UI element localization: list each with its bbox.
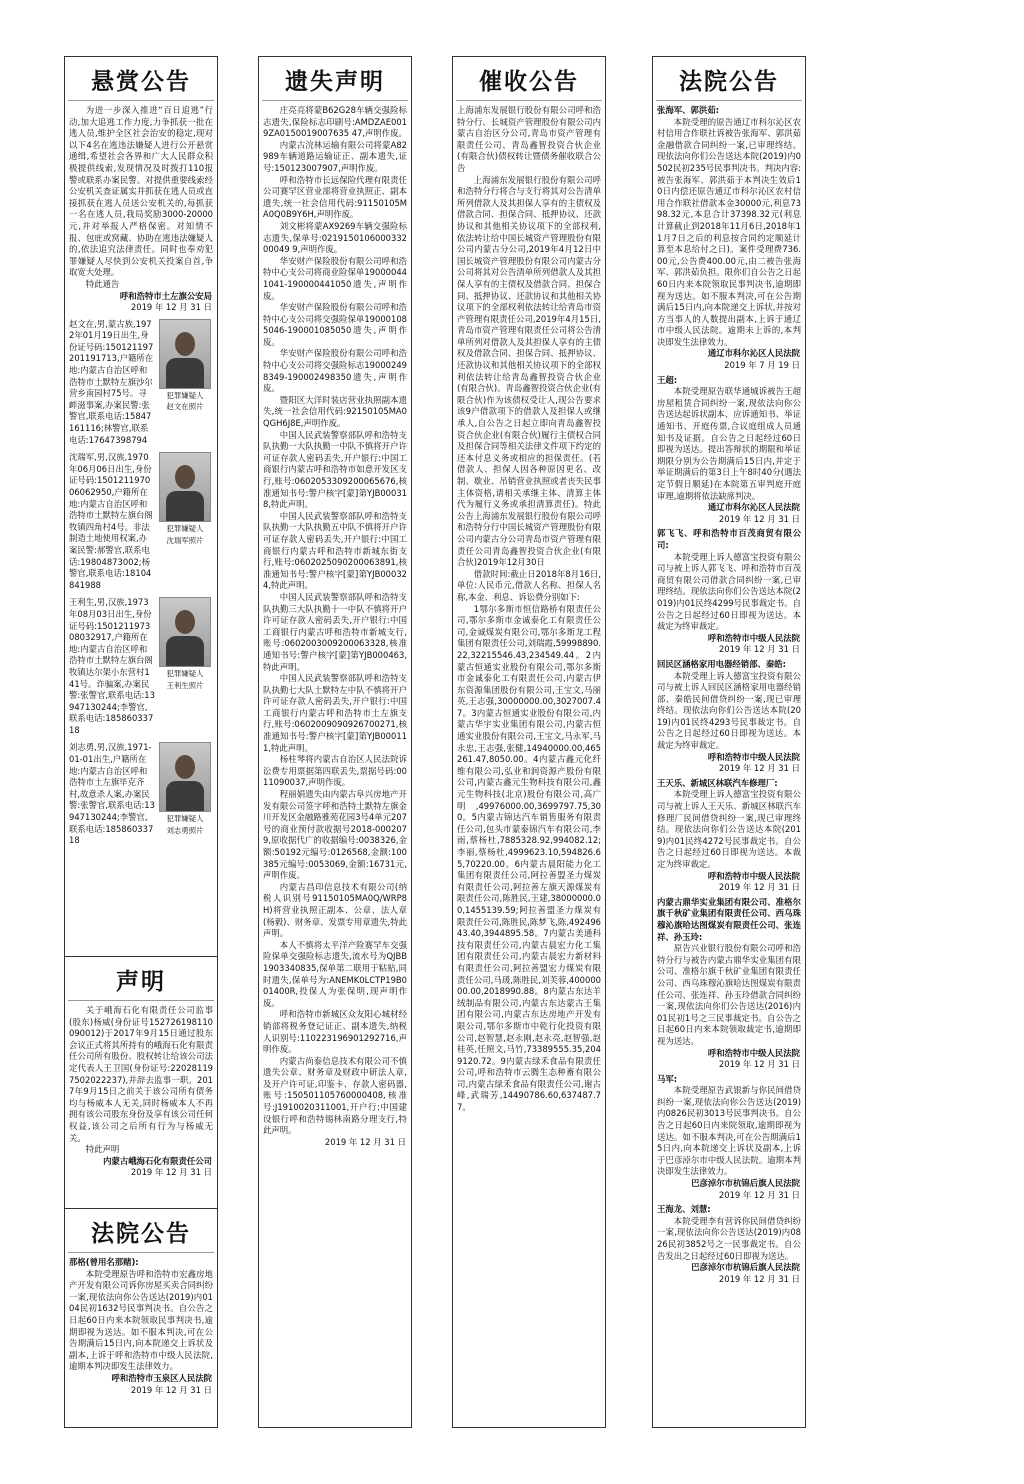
court-notice-signer: 呼和浩特市玉泉区人民法院 xyxy=(111,1372,212,1383)
court-notice-addressee: 王海龙、刘慧: xyxy=(657,1204,711,1215)
court-notice-item xyxy=(653,1204,805,1262)
court-notice-body: 本院受理的原告通辽市科尔沁区农村信用合作联社诉被告张海军、郭洪茹金融借款合同纠纷一案,已审理终结。现依法向你们公告送达本院(2019)内0502民初235号民事判决书。判决内容:被告张海军、郭洪茹于本判决生效后10日内偿还原告通辽市科尔沁区农村信用合作联社借款本金30000元,利息7398.32元,本息合计37398.32元(利息计算截止到2018年11月6日,2018年11月7日之后的利息按合同约定顺延计算至本息给付之日)。案件受理费736.00元,公告费400.00元,由二被告张海军、郭洪茹负担。限你们自公告之日起60日内来本院领取民事判决书,逾期即视为送达。如不服本判决,可在公告期满后15日内,向本院递交上诉状,并按对方当事人的人数提出副本,上诉于通辽市中级人民法院。逾期未上诉的,本判决即发生法律效力。 xyxy=(657,116,801,347)
suspect-entry xyxy=(65,450,217,595)
court-notice-signer: 呼和浩特市中级人民法院 xyxy=(707,1047,800,1058)
court-notice-item xyxy=(653,659,805,752)
court-notice-small xyxy=(65,1209,217,1427)
statement-notice xyxy=(65,957,217,1209)
photo-caption: 犯罪嫌疑人 xyxy=(166,814,204,824)
photo-caption: 犯罪嫌疑人 xyxy=(166,390,204,400)
court-notice-signer: 通辽市科尔沁区人民法院 xyxy=(707,502,800,513)
lost-item: 中国人民武装警察部队呼和浩特支队执勤七大队土默特左中队不慎将开户许可证存款人密码丢失,开户银行:中国工商银行内蒙古呼和浩特市土左旗支行,账号:0602009090926700271,核准通知书号:警户核字[蒙]第YJB000111,特此声明。 xyxy=(263,673,407,753)
collection-notice-title: 催收公告 xyxy=(456,57,602,101)
column-2 xyxy=(258,56,412,1428)
court-notice-body: 本院受理李有营诉你民间借贷纠纷一案,现依法向你公告送达(2019)内0826民初3852号之一民事裁定书。自公告发出之日起经过60日即视为送达。 xyxy=(657,1215,801,1261)
lost-item: 杨柱琴将内蒙古自治区人民法院诉讼费专用票据第四联丢失,票据号码:0011090037,声明作废。 xyxy=(263,754,407,788)
court-notice-addressee: 张海军、郭洪茹: xyxy=(657,105,719,115)
lost-item: 华安财产保险股份有限公司呼和浩特中心支公司将交强险保单190001085046-190001085050遗失,声明作废。 xyxy=(263,302,407,347)
court-notice-signer: 呼和浩特市中级人民法院 xyxy=(707,751,800,762)
collection-notice-units: 借款时间:截止日2018年8月16日,单位:人民币元,借款人名称、担保人名称,本金、利息、诉讼费分别如下: xyxy=(457,568,601,602)
statement-signer: 内蒙古峨海石化有限责任公司 xyxy=(103,1155,212,1166)
lost-statements xyxy=(259,57,411,1427)
collection-notice-list: 1鄂尔多斯市恒信路桥有限责任公司,鄂尔多斯市金诚泰化工有限责任公司,金诚煤炭有限公司,鄂尔多斯龙工程集团有限责任公司,刘瑞霞,59998890.22,32215546.43,234549.44。2内蒙古恒通实业股份有限公司,鄂尔多斯市金诚泰化工有限责任公司,内蒙古伊东资源集团股份有限公司,王宝文,马丽英,王志强,30000000.00,3027007.47。3内蒙古恒通实业股份有限公司,内蒙古华宇实业集团有限公司,内蒙古恒通实业股份有限公司,王宝文,马永军,马永忠,王志强,张健,14940000.00,465261.47,8050.00。4内蒙古鑫元化纤维有限公司,弘业和润资源产股份有限公司,内蒙古鑫元生物科技有限公司,鑫元生物科技(北京)股份有限公司,高广明,49976000.00,3699797.75,300。5内蒙古锦达汽车销售服务有限责任公司,包头市蒙泰锦汽车有限公司,李雨,蔡杨杜,7885328.92,994082.12;李丽,蔡杨杜,4999623.10,594826.65,70220.00。6内蒙古晨阳能力化工集团有限责任公司,阿拉善盟圣力煤炭有限责任公司,阿拉善左旗天源煤炭有限责任公司,陈胜民,王建,38000000.00,1455139.59;阿拉善盟圣力煤炭有限责任公司,陈胜民,陈梦飞,陈,49249643.40,3944895.58。7内蒙古美通科技有限责任公司,内蒙古晨宏力化工集团有限责任公司,内蒙古晨宏力新材料有限责任公司,阿拉善盟宏力煤炭有限责任公司,马瑗,陈胜民,刘芙蓉,40000000.00,2018990.88。8内蒙古东达羊绒制品有限公司,内蒙古东达蒙古王集团有限公司,内蒙古东达房地产开发有限公司,鄂尔多斯市中乾行化投资有限公司,赵智慧,赵永刚,赵永亮,赵智强,赵桂英,任照文,马竹,73389555.35,2049120.72。9内蒙古绿禾食品有限责任公司,呼和浩特市云腾生态种畜有限公司,内蒙古绿禾食品有限责任公司,谢古峰,武瑞芳,14490786.60,637487.77。 xyxy=(457,603,601,1113)
column-3 xyxy=(452,56,606,1428)
lost-item: 暨阳区大洋时装店营业执照副本遗失,统一社会信用代码:92150105MA0QGH6J8E,声明作废。 xyxy=(263,394,407,429)
court-notice-signer: 巴彦淖尔市杭锦后旗人民法院 xyxy=(691,1262,800,1273)
lost-item: 庄亮亮将蒙B62G28车辆交强险标志遗失,保险标志印刷号:AMDZAE0019ZA0150019007635 47,声明作废。 xyxy=(263,105,407,139)
suspect-photo xyxy=(159,452,211,522)
lost-item: 华安财产保险股份有限公司呼和浩特中心支公司将交强险标志190002498349-190002498350遗失,声明作废。 xyxy=(263,348,407,394)
photo-caption: 沈瑞军照片 xyxy=(166,535,204,545)
photo-caption: 犯罪嫌疑人 xyxy=(166,669,204,679)
court-notice-date: 2019 年 12 月 31 日 xyxy=(718,513,800,524)
court-notice-body: 本院受理上诉人德富宝投资有限公司与被上诉人郭飞飞、呼和浩特市百茂商贸有限公司借款合同纠纷一案,已审理终结。现依法向你们公告送达本院(2019)内01民终4299号民事裁定书。自公告之日起经过60日即视为送达。本裁定为终审裁定。 xyxy=(657,551,801,632)
reward-notice-date: 2019 年 12 月 31 日 xyxy=(130,302,212,313)
suspect-photo xyxy=(159,597,211,667)
lost-item: 程丽娟遗失由内蒙古阜兴房地产开发有限公司签字呼和浩特土默特左旗金川开发区金融路雅苑花园3号4单元207号的商业预付款收据号2018-0002079,原收据代广的收据编号:0038326,金额:50192元编号:0126568,金额:100385元编号:0053069,金额:16731元,声明作废。 xyxy=(263,789,407,881)
lost-item: 呼和浩特市新城区众友阳心城材经销部将税务登记证正、副本遗失,纳税人识别号:110223196901292716,声明作废。 xyxy=(263,1009,407,1055)
lost-statements-date: 2019 年 12 月 31 日 xyxy=(324,1136,406,1147)
court-notice-item xyxy=(653,778,805,871)
photo-caption: 王利生照片 xyxy=(166,680,204,690)
lost-item: 内蒙古尚泰信息技术有限公司不慎遗失公章、财务章及财政中研法人章,及开户许可证,印鉴卡、存款人密码器,账号:150501105760000408,核准号:J1910020311001,开户行:中国建设银行呼和浩特锡林南路分理支行,特此声明。 xyxy=(263,1055,407,1136)
reward-notice xyxy=(65,57,217,957)
court-notice-item xyxy=(653,528,805,632)
court-notices xyxy=(653,57,805,1427)
court-notice-title: 法院公告 xyxy=(68,1209,214,1253)
collection-notice-heading: 上海浦东发展银行股份有限公司呼和浩特分行、长城资产管理股份有限公司内蒙古自治区分公司,青岛市资产管理有限责任公司、青岛鑫智投资合伙企业(有限合伙)债权转让暨债务催收联合公告 xyxy=(457,105,601,173)
collection-notice xyxy=(453,57,605,1427)
suspect-entry xyxy=(65,740,217,850)
photo-caption: 赵文在照片 xyxy=(166,402,204,412)
photo-caption: 刘志勇照片 xyxy=(166,825,204,835)
court-notice-body: 本院受理原告呼和浩特市宏鑫房地产开发有限公司诉你房屋买卖合同纠纷一案,现依法向你公告送达(2019)内0104民初1632号民事判决书。自公告之日起60日内来本院领取民事判决书,逾期即视为送达。如不服本判决,可在公告期满后15日内,向本院递交上诉状及副本,上诉于呼和浩特市中级人民法院,逾期本判决即发生法律效力。 xyxy=(69,1268,213,1372)
statement-title: 声明 xyxy=(68,957,214,1001)
suspect-info: 王利生,男,汉族,1973年08月03日出生,身份证号码:150121197308032917,户籍所在地:内蒙古自治区呼和浩特市土默特左旗台阁牧镇达尔架小东营村141号。诈骗案,办案民警:张警官,联系电话:13947130244;李警官,联系电话:18586033718 xyxy=(69,597,155,735)
reward-notice-closing: 特此通告 xyxy=(85,278,120,289)
court-notice-item xyxy=(653,1074,805,1178)
lost-item: 中国人民武装警察部队呼和浩特支队执勤一大队执勤一中队不慎将开户许可证存款人密码丢失,开户银行:中国工商银行内蒙古呼和浩特市如意开发区支行,账号:0602053309200065676,核准通知书号:警户核字[蒙]第YJB000318,特此声明。 xyxy=(263,429,407,510)
court-notice-body: 原告兴业银行股份有限公司呼和浩特分行与被告内蒙古鼎华实业集团有限公司、准格尔旗千秋矿业集团有限责任公司、西乌珠穆沁旗哈达图煤炭有限责任公司、张连祥、孙玉玲借款合同纠纷一案,现依法向你们公告送达(2016)内01民初1号之三民事裁定书。自公告之日起60日内来本院领取裁定书,逾期即视为送达。 xyxy=(657,943,801,1046)
court-notice-addressee: 郭飞飞、呼和浩特市百茂商贸有限公司: xyxy=(657,528,801,550)
statement-closing: 特此声明 xyxy=(85,1144,120,1155)
suspect-info: 刘志勇,男,汉族,1971-01-01出生,户籍所在地:内蒙古自治区呼和浩特市土左旗毕克齐村,故意杀人案,办案民警:张警官,联系电话:13947130244;李警官,联系电话:18586033718 xyxy=(69,742,155,846)
court-notice-addressee: 王天乐、新城区林联汽车修理厂: xyxy=(657,777,778,788)
reward-notice-signer: 呼和浩特市土左旗公安局 xyxy=(119,290,212,301)
court-notice-signer: 呼和浩特市中级人民法院 xyxy=(707,632,800,643)
court-notice-date: 2019 年 12 月 31 日 xyxy=(718,763,800,774)
suspect-info: 沈瑞军,男,汉族,1970年06月06日出生,身份证号码:150121197006062950,户籍所在地:内蒙古自治区呼和浩特市土默特左旗台阁牧镇四角村4号。非法制造土地使用权案,办案民警:郝警官,联系电话:19804873002;杨警官,联系电话:18104841988 xyxy=(69,452,153,590)
suspect-photo xyxy=(159,319,211,389)
column-4 xyxy=(652,56,806,1428)
lost-item: 本人不慎将太平洋产险赛罕车交强险保单交强险标志遗失,流水号为QJBB1903340835,保单第二联用于粘贴,同时遗失,保单号为:ANEMK0LCTP19B001400R,投保人为张保明,现声明作废。 xyxy=(263,939,407,1008)
lost-item: 刘文彬将蒙AX9269车辆交强险标志遗失,保单号:021915010600033200049 9,声明作废。 xyxy=(263,220,407,255)
court-notice-signer: 呼和浩特市中级人民法院 xyxy=(707,870,800,881)
lost-item: 华安财产保险股份有限公司呼和浩特中心支公司将商业险保单190000441041-190000441050遗失,声明作废。 xyxy=(263,255,407,301)
statement-body: 关于峨海石化有限责任公司监事(股东)杨威(身份证号152726198110090012)于2017年9月15日通过股东会议正式将其所持有的峨海石化有限责任公司所有股份、股权转让给该公司法定代表人王卫国(身份证号:220281197502022237),并辞去监事一职。2017年9月15日之前关于该公司所有债务均与杨威本人无关,同时杨威本人不再拥有该公司股东身份及享有该公司任何权益,该公司之后所有行为与杨威无关。 xyxy=(69,1005,213,1143)
court-notice-addressee: 那格(曾用名那赌): xyxy=(69,1257,139,1267)
court-notice-date: 2019 年 12 月 31 日 xyxy=(718,1059,800,1070)
lost-item: 中国人民武装警察部队呼和浩特支队执勤三大队执勤十一中队不慎将开户许可证存款人密码丢失,开户银行:中国工商银行内蒙古呼和浩特市新城支行,账号:0602003009200063328,核准通知书号:警户核字[蒙]第YJB000463,特此声明。 xyxy=(263,591,407,672)
court-notice-addressee: 马军: xyxy=(657,1073,678,1084)
suspect-entry xyxy=(65,595,217,740)
court-notice-body: 本院受理上诉人德富宝投资有限公司与被上诉人王天乐、新城区林联汽车修理厂民间借贷纠纷一案,现已审理终结。现依法向你们公告送达本院(2019)内01民终4272号民事裁定书。自公告之日起经过60日即视为送达。本裁定为终审裁定。 xyxy=(657,789,801,869)
column-1 xyxy=(64,56,218,1428)
reward-notice-title: 悬赏公告 xyxy=(68,57,214,101)
court-notice-item xyxy=(653,105,805,348)
lost-item: 呼和浩特市长远保险代理有限责任公司赛罕区营业部将营业执照正、副本遗失,统一社会信用代码:91150105MA0Q0B9Y6H,声明作废。 xyxy=(263,174,407,220)
court-notice-addressee: 回民区涵格家用电器经销部、秦皓: xyxy=(657,658,786,669)
suspect-entry xyxy=(65,317,217,451)
lost-item: 中国人民武装警察部队呼和浩特支队执勤一大队执勤五中队不慎将开户许可证存款人密码丢失,开户银行:中国工商银行内蒙古呼和浩特市新城东街支行,账号:0602025090200063891,核准通知书号:警户核字[蒙]第YJB000324,特此声明。 xyxy=(263,510,407,591)
lost-item: 内蒙古昌印信息技术有限公司(纳税人识别号91150105MA0Q/WRP8H)将营业执照正副本、公章、法人章(杨毅)、财务章、发票专用章遗失,特此声明。 xyxy=(263,881,407,939)
court-notice-body: 本院受理上诉人德富宝投资有限公司与被上诉人回民区涵格家用电器经销部、秦皓民间借贷纠纷一案,现已审理终结。现依法向你们公告送达本院(2019)内01民终4293号民事裁定书。自公告之日起经过60日即视为送达。本裁定为终审裁定。 xyxy=(657,670,801,751)
reward-notice-body: 为进一步深入推进“百日追逃”行动,加大追逃工作力度,力争抓获一批在逃人员,维护全区社会治安的稳定,现对以下4名在逃违法嫌疑人进行公开悬赏通缉,希望社会各界和广大人民群众积极提供线索,发现情况及时拨打110报警或联系办案民警。对提供重要线索经公安机关查证属实并抓获在逃人员或直接抓获在逃人员送公安机关的,每抓获一名在逃人员,我局奖励3000-20000元,并对举报人严格保密。对知情不报、包庇或窝藏、协助在逃违法嫌疑人的,依法追究法律责任。同时也奉劝犯罪嫌疑人尽快到公安机关投案自首,争取宽大处理。 xyxy=(69,105,213,278)
court-notice-date: 2019 年 12 月 31 日 xyxy=(718,644,800,655)
photo-caption: 犯罪嫌疑人 xyxy=(166,524,204,534)
lost-item: 内蒙古浣林运输有限公司将蒙A82989车辆道路运输证正、副本遗失,证号:150123007907,声明作废。 xyxy=(263,139,407,173)
court-notice-date: 2019 年 12 月 31 日 xyxy=(718,1189,800,1200)
court-notice-addressee: 王超: xyxy=(657,374,678,385)
court-notice-date: 2019 年 12 月 31 日 xyxy=(718,1273,800,1284)
suspect-photo xyxy=(159,742,211,812)
court-notice-addressee: 内蒙古鼎华实业集团有限公司、准格尔旗千秋矿业集团有限责任公司、西乌珠穆沁旗哈达图煤炭有限责任公司、张连祥、孙玉玲: xyxy=(657,896,801,942)
court-notices-title: 法院公告 xyxy=(656,57,802,101)
collection-notice-body: 上海浦东发展银行股份有限公司呼和浩特分行将合与支行将其对公告清单所列借款人及其担保人享有的主债权及借款合同、担保合同、抵押协议、还款协议和其他相关协议项下的全部权利,依法转让给中国长城资产管理股份有限公司内蒙古分公司,2019年4月12日中国长城资产管理股份有限公司内蒙古分公司将其对公告清单所列借款人及其担保人享有的主债权及借款合同、担保合同、抵押协议、还款协议和其他相关协议项下的全部权利依法转让给青岛市资产管理有限责任公司,2019年4月15日,青岛市资产管理有限责任公司将公告清单所列对借款人及其担保人享有的主债权及借款合同、担保合同、抵押协议、还款协议和其他相关协议项下的全部权利依法转让给青岛鑫智投资合伙企业(有限合伙)。青岛鑫智投资合伙企业(有限合伙)作为该债权受让人,现公告要求该9户借款项下的借款人及担保人或继承人,自公告之日起立即向青岛鑫智投资合伙企业(有限合伙)履行主债权合同及担保合同等相关法律文件项下约定的还本付息义务或相应的担保责任。(若借款人、担保人因各种原因更名、改制、歇业、吊销营业执照或者丧失民事主体资格,请相关承继主体、清算主体代为履行义务或承担清算责任)。特此公告上海浦东发展银行股份有限公司呼和浩特分行中国长城资产管理股份有限公司内蒙古分公司青岛市资产管理有限责任公司青岛鑫智投资合伙企业(有限合伙)2019年12月30日 xyxy=(457,174,601,568)
court-notice-item xyxy=(653,897,805,1048)
lost-statements-title: 遗失声明 xyxy=(262,57,408,101)
court-notice-signer: 巴彦淖尔市杭锦后旗人民法院 xyxy=(691,1178,800,1189)
suspect-info: 赵文在,男,蒙古族,1972年01月19日出生,身份证号码:150121197201191713,户籍所在地:内蒙古自治区呼和浩特市土默特左旗沙尔营乡南园村75号。寻衅滋事案,办案民警:张警官,联系电话:15847161116;林警官,联系电话:17647398794 xyxy=(69,318,154,445)
court-notice-signer: 通辽市科尔沁区人民法院 xyxy=(707,348,800,359)
court-notice-date: 2019 年 12 月 31 日 xyxy=(130,1384,212,1395)
court-notice-date: 2019 年 7 月 19 日 xyxy=(724,360,800,371)
court-notice-date: 2019 年 12 月 31 日 xyxy=(718,882,800,893)
court-notice-body: 本院受理原告联华通城诉被告王超房屋租赁合同纠纷一案,现依法向你公告送达起诉状副本、应诉通知书、举证通知书、开庭传票,合议庭组成人员通知书及证据。自公告之日起经过60日即视为送达。提出答辩状的期限和举证期限分别为公告期满后15日内,并定于举证期满后的第3日上午8时40分(遇法定节假日顺延)在本院第五审判庭开庭审理,逾期将依法缺席判决。 xyxy=(657,386,801,501)
court-notice-body: 本院受理原告武银新与你民间借贷纠纷一案,现依法向你公告送达(2019)内0826民初3013号民事判决书。自公告之日起60日内来院领取,逾期即视为送达。如不服本判决,可在公告期满后15日内,向本院递交上诉状及副本,上诉于巴彦淖尔市中级人民法院。逾期本判决即发生法律效力。 xyxy=(657,1085,801,1177)
statement-date: 2019 年 12 月 31 日 xyxy=(130,1167,212,1178)
court-notice-item xyxy=(653,375,805,503)
